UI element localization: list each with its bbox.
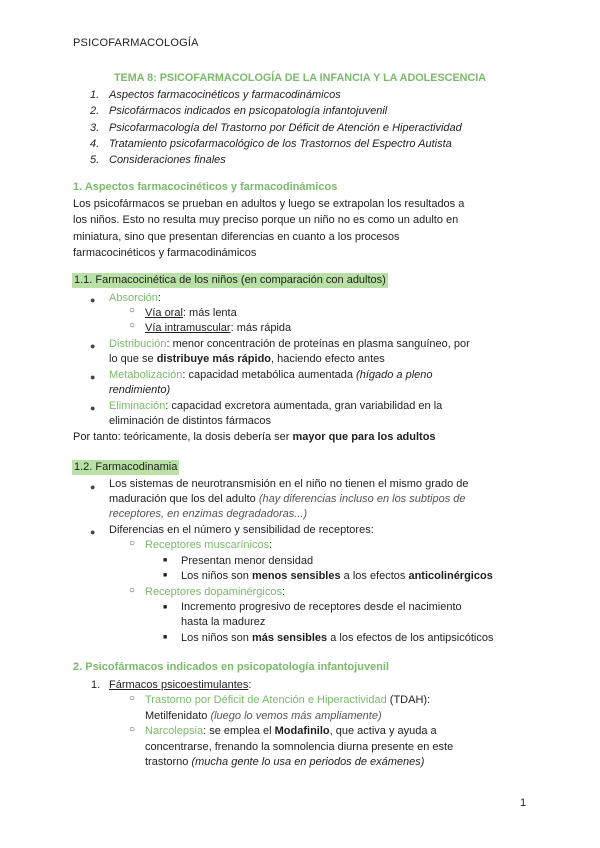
neurotransmision-item-line2: maduración que los del adulto (hay diferencias incluso en los subtipos de	[109, 493, 466, 505]
dopaminergicos-item: Receptores dopaminérgicos:	[145, 586, 286, 598]
dopaminergicos-sensibilidad: Los niños son más sensibles a los efectos de los antipsicóticos	[181, 632, 494, 644]
table-of-contents	[90, 87, 462, 168]
absorcion-item: Absorción:	[109, 292, 161, 304]
toc-item: 5. Consideraciones finales	[90, 154, 226, 167]
circle-bullet-icon: ○	[129, 320, 136, 331]
metabolizacion-item-line2: rendimiento)	[109, 384, 171, 396]
toc-item: 2. Psicofármacos indicados en psicopatología infantojuvenil	[90, 105, 388, 118]
toc-item: 3. Psicofarmacología del Trastorno por Déficit de Atención e Hiperactividad	[90, 121, 462, 134]
via-oral-item: Vía oral: más lenta	[145, 307, 237, 319]
chapter-title: TEMA 8: PSICOFARMACOLOGÍA DE LA INFANCIA Y LA ADOLESCENCIA	[113, 72, 487, 84]
square-bullet-icon: ■	[163, 572, 168, 579]
narcolepsia-item-line3: trastorno (mucha gente lo usa en periodos de exámenes)	[145, 756, 425, 768]
narcolepsia-item: Narcolepsia: se emplea el Modafinilo, que activa y ayuda a	[145, 725, 437, 737]
eliminacion-item-line2: eliminación de distintos fármacos	[109, 415, 272, 427]
distribucion-item: Distribución: menor concentración de proteínas en plasma sanguíneo, por	[109, 338, 470, 350]
circle-bullet-icon: ○	[129, 693, 136, 704]
section-1-1-heading: 1.1. Farmacocinética de los niños (en comparación con adultos)	[74, 274, 386, 286]
square-bullet-icon: ■	[163, 557, 168, 564]
tdah-item-line2: Metilfenidato (luego lo vemos más ampliamente)	[145, 710, 382, 722]
toc-item: 1. Aspectos farmacocinéticos y farmacodinámicos	[90, 89, 341, 101]
via-intramuscular-item: Vía intramuscular: más rápida	[145, 322, 292, 334]
bullet-icon: ●	[90, 403, 96, 413]
muscarinicos-item: Receptores muscarínicos:	[145, 539, 273, 551]
section-1-heading: 1. Aspectos farmacocinéticos y farmacodinámicos	[73, 181, 338, 193]
muscarinicos-sensibilidad: Los niños son menos sensibles a los efectos anticolinérgicos	[181, 570, 493, 582]
bullet-icon: ●	[90, 295, 96, 305]
dopaminergicos-incremento-line2: hasta la madurez	[181, 616, 266, 628]
neurotransmision-item-line3: receptores, en enzimas degradadoras...)	[109, 508, 308, 520]
circle-bullet-icon: ○	[129, 538, 136, 549]
eliminacion-item: Eliminación: capacidad excretora aumentada, gran variabilidad en la	[109, 400, 443, 412]
circle-bullet-icon: ○	[129, 724, 136, 735]
bullet-icon: ●	[90, 341, 96, 351]
section-2-heading: 2. Psicofármacos indicados en psicopatología infantojuvenil	[73, 661, 390, 673]
muscarinicos-densidad: Presentan menor densidad	[181, 555, 314, 567]
circle-bullet-icon: ○	[129, 585, 136, 596]
bullet-icon: ●	[90, 482, 96, 492]
section-1-paragraph: Los psicofármacos se prueban en adultos y luego se extrapolan los resultados a los niños. Esto no resulta muy preciso porque un niño no es como un adulto en miniatura, sino que presentan diferencias en cuanto a los procesos farmacocinéticos y farmacodinámicos	[73, 198, 465, 260]
narcolepsia-item-line2: concentrarse, frenando la somnolencia diurna presente en este	[145, 741, 454, 753]
tdah-item: Trastorno por Déficit de Atención e Hiperactividad (TDAH):	[145, 694, 431, 706]
circle-bullet-icon: ○	[129, 305, 136, 316]
bullet-icon: ●	[90, 372, 96, 382]
conclusion-line: Por tanto: teóricamente, la dosis debería ser mayor que para los adultos	[73, 431, 436, 443]
metabolizacion-item: Metabolización: capacidad metabólica aumentada (hígado a pleno	[109, 369, 433, 381]
square-bullet-icon: ■	[163, 634, 168, 641]
list-number: 1.	[91, 679, 101, 691]
distribucion-item-line2: lo que se distribuye más rápido, haciendo efecto antes	[109, 353, 385, 365]
page-number: 1	[520, 797, 527, 809]
toc-item: 4. Tratamiento psicofarmacológico de los Trastornos del Espectro Autista	[90, 137, 452, 150]
receptores-item: Diferencias en el número y sensibilidad de receptores:	[109, 524, 374, 536]
bullet-icon: ●	[90, 527, 96, 537]
page-header: PSICOFARMACOLOGÍA	[73, 37, 199, 49]
section-1-2-heading: 1.2. Farmacodinamia	[74, 461, 178, 473]
psicoestimulantes-item: Fármacos psicoestimulantes:	[109, 679, 252, 691]
square-bullet-icon: ■	[163, 604, 168, 611]
dopaminergicos-incremento: Incremento progresivo de receptores desde el nacimiento	[181, 601, 462, 613]
neurotransmision-item: Los sistemas de neurotransmisión en el niño no tienen el mismo grado de	[109, 478, 469, 490]
